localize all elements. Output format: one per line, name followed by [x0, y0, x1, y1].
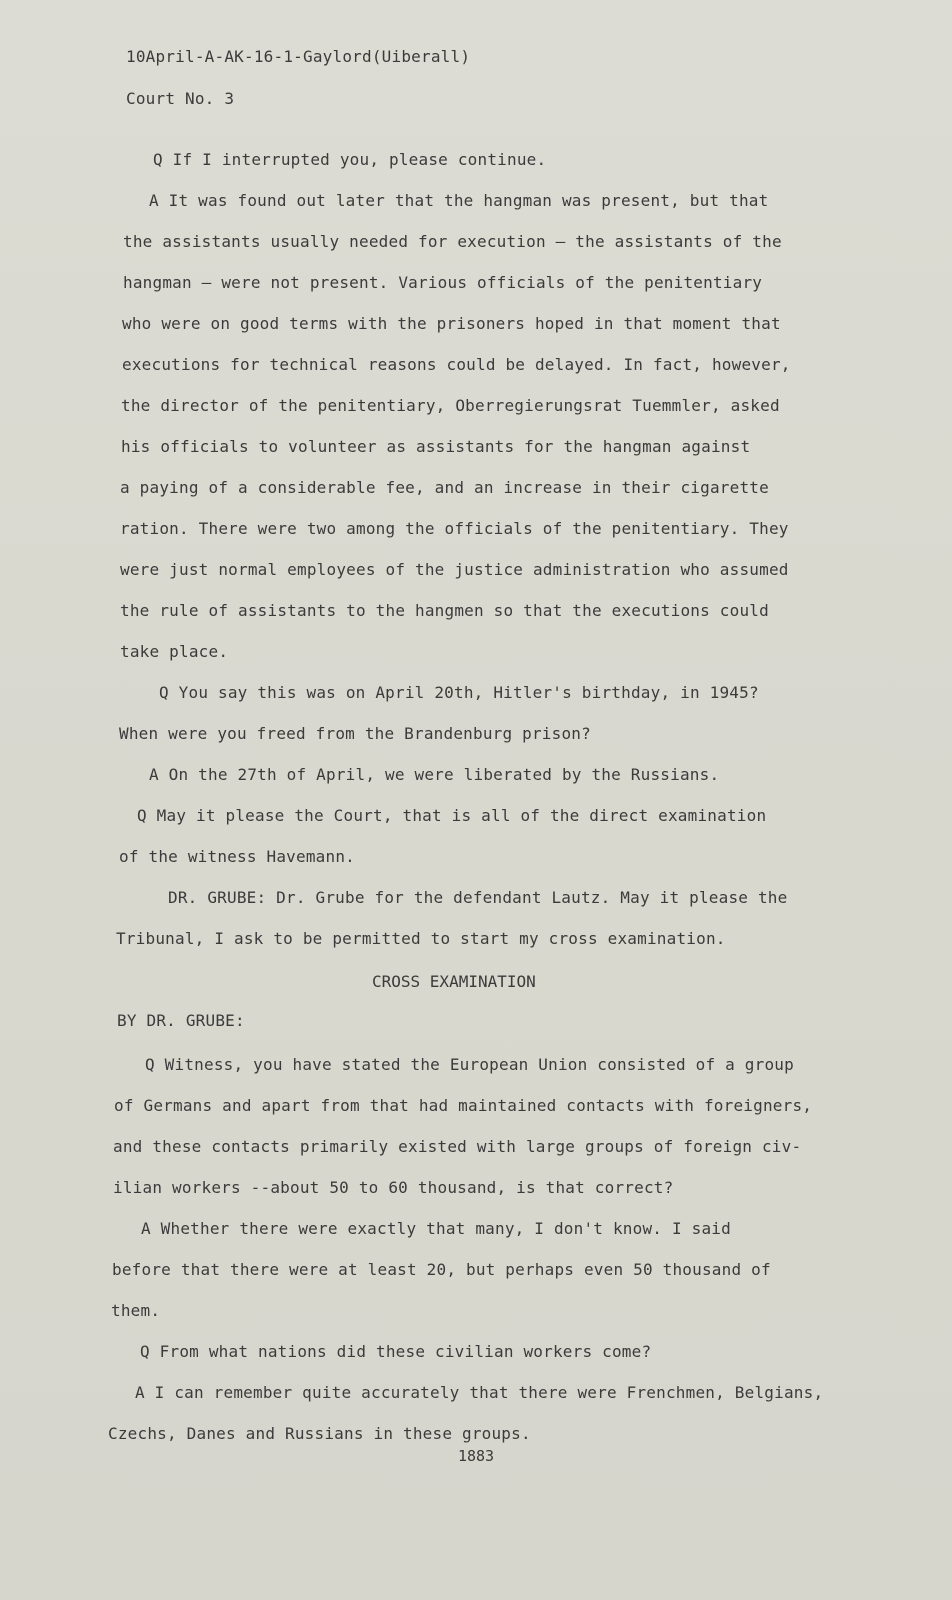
text-line-9: a paying of a considerable fee, and an increase in their cigarette [120, 478, 769, 497]
text-line-11: were just normal employees of the justice administration who assumed [120, 560, 789, 579]
cross-examination-heading: CROSS EXAMINATION [372, 972, 536, 991]
text-line-24: of Germans and apart from that had maintained contacts with foreigners, [114, 1096, 813, 1115]
text-line-20: Tribunal, I ask to be permitted to start my cross examination. [116, 929, 726, 948]
text-line-27: A Whether there were exactly that many, I don't know. I said [141, 1219, 731, 1238]
text-line-28: before that there were at least 20, but perhaps even 50 thousand of [112, 1260, 771, 1279]
text-line-26: ilian workers --about 50 to 60 thousand, is that correct? [113, 1178, 674, 1197]
text-line-10: ration. There were two among the officials of the penitentiary. They [120, 519, 789, 538]
text-line-12: the rule of assistants to the hangmen so that the executions could [120, 601, 769, 620]
text-line-15: When were you freed from the Brandenburg prison? [119, 724, 591, 743]
text-line-18: of the witness Havemann. [119, 847, 355, 866]
examiner-line: BY DR. GRUBE: [117, 1011, 245, 1030]
text-line-7: the director of the penitentiary, Oberregierungsrat Tuemmler, asked [121, 396, 780, 415]
text-line-31: A I can remember quite accurately that there were Frenchmen, Belgians, [135, 1383, 824, 1402]
text-line-8: his officials to volunteer as assistants for the hangman against [121, 437, 751, 456]
page-number: 1883 [457, 1447, 495, 1465]
text-line-23: Q Witness, you have stated the European Union consisted of a group [145, 1055, 794, 1074]
text-line-5: who were on good terms with the prisoners hoped in that moment that [122, 314, 781, 333]
text-line-30: Q From what nations did these civilian workers come? [140, 1342, 652, 1361]
text-line-29: them. [111, 1301, 161, 1320]
text-line-2: A It was found out later that the hangman was present, but that [149, 191, 769, 210]
text-line-6: executions for technical reasons could be delayed. In fact, however, [122, 355, 791, 374]
text-line-16: A On the 27th of April, we were liberated by the Russians. [149, 765, 720, 784]
document-header-id: 10April-A-AK-16-1-Gaylord(Uiberall) [126, 47, 471, 66]
text-line-17: Q May it please the Court, that is all of the direct examination [137, 806, 767, 825]
text-line-3: the assistants usually needed for execution — the assistants of the [123, 232, 782, 251]
text-line-13: take place. [120, 642, 229, 661]
text-line-14: Q You say this was on April 20th, Hitler's birthday, in 1945? [159, 683, 759, 702]
text-line-32: Czechs, Danes and Russians in these groups. [108, 1424, 531, 1443]
court-label: Court No. 3 [126, 89, 235, 108]
text-line-1: Q If I interrupted you, please continue. [153, 150, 547, 169]
text-line-25: and these contacts primarily existed with large groups of foreign civ- [113, 1137, 802, 1156]
text-line-19: DR. GRUBE: Dr. Grube for the defendant Lautz. May it please the [168, 888, 788, 907]
text-line-4: hangman — were not present. Various officials of the penitentiary [123, 273, 763, 292]
